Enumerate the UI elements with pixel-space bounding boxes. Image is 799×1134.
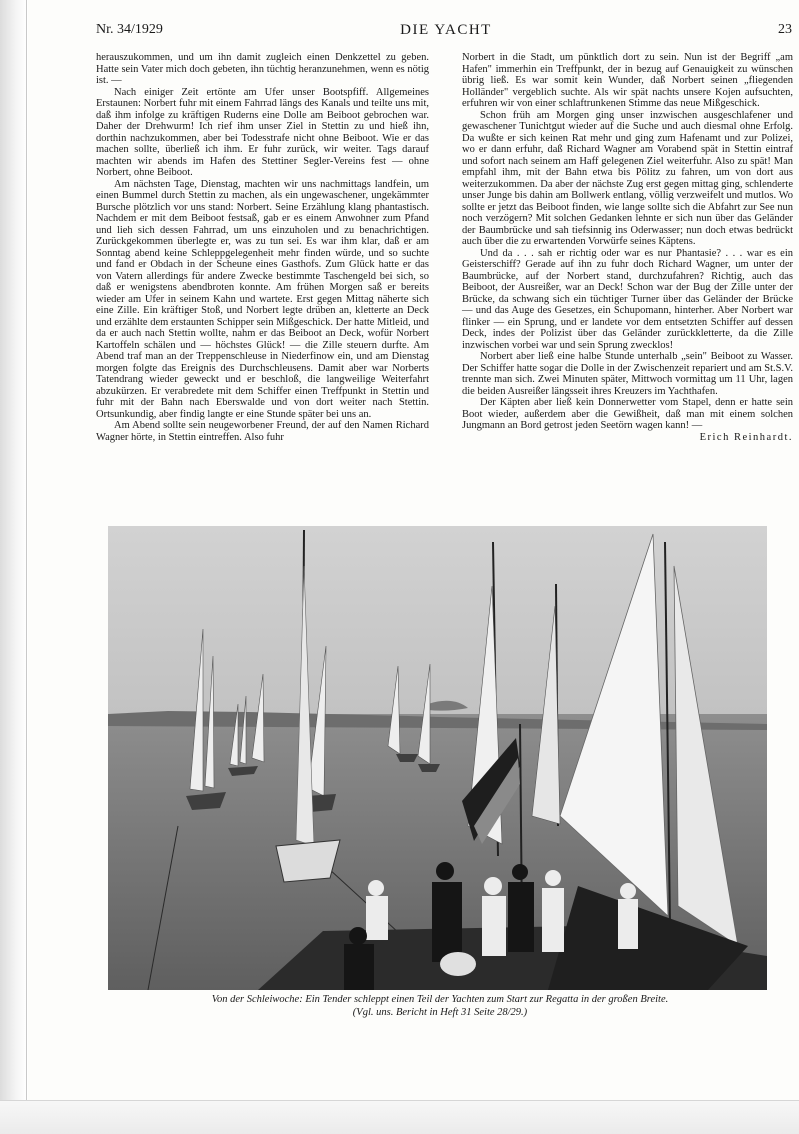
paragraph: Schon früh am Morgen ging unser inzwischen ausgeschlafener und gewaschener Tunichtgut wieder auf die Suche und auch diesmal ohne Erfolg. Da wußte er sich keinen Rat mehr und ging zum Hafenamt und zur Polizei, wo er dann erfuhr, daß Richard Wagner am Vorabend spät in Stettin eintraf und sofort nach seinem am Haff gelegenen Ziel weiterfuhr. Also zu spät! Man empfahl ihm, mit der Bahn etwa bis Pölitz zu fahren, um von dort aus weiterzukommen. Da aber der nächste Zug erst gegen mittag ging, schlenderte unser Junge bis dahin am Bollwerk entlang, völlig verzweifelt und mutlos. Wo sollte er jetzt das Beiboot finden, wie lange sollte sich die Abfahrt zur See nun noch verzögern? Mit solchen Gedanken lehnte er sich nun über das Geländer der Baumbrücke und sah tiefsinnig ins Oderwasser; nun doch etwas bedrückt auch über die zu erwartenden Vorwürfe seines Käptens. (462, 109, 793, 247)
paragraph: Norbert in die Stadt, um pünktlich dort zu sein. Nun ist der Begriff „am Hafen" immerhin ein Treffpunkt, der in bezug auf Genauigkeit zu wünschen übrig ließ. Es war somit kein Wunder, daß Norbert seinen „fliegenden Holländer" vergeblich suchte. Als wir spät nachts unsere Kojen aufsuchten, erfuhren wir von einer schlaftrunkenen Stimme das neue Mißgeschick. (462, 52, 793, 109)
page-header (96, 22, 796, 42)
paragraph: Norbert aber ließ eine halbe Stunde unterhalb „sein" Beiboot zu Wasser. Der Schiffer hatte sogar die Dolle in der Zwischenzeit repariert und am St.S.V. trennte man sich. Zwei Minuten später, Mittwoch vormittag um 11 Uhr, lagen die beiden Ausreißer längsseit ihres Kreuzers im Yachthafen. (462, 351, 793, 397)
article-column-right (462, 52, 793, 443)
caption-line: Von der Schleiwoche: Ein Tender schleppt einen Teil der Yachten zum Start zur Regatta in der großen Breite. (211, 994, 669, 1005)
binding-edge (0, 0, 27, 1133)
article-column-left (96, 52, 429, 443)
regatta-photo (108, 526, 767, 990)
paragraph: Nach einiger Zeit ertönte am Ufer unser Bootspfiff. Allgemeines Erstaunen: Norbert fuhr mit einem Fahrrad längs des Kanals und teilte uns mit, daß ihm infolge zu kräftigen Ruderns eine Dolle am Beiboot gebrochen war. Daher der Drehwurm! Ich rief ihm unser Ziel in Stettin zu und hieß ihn, dorthin nachzukommen, aber bei Todesstrafe nicht ohne Beiboot. Wie er das machen sollte, überließ ich ihm. Er fuhr zurück, wir weiter. Tags darauf machten wir abends im Hafen des Stettiner Segler-Vereins fest — ohne Norbert, ohne Beiboot. (96, 86, 429, 178)
scan-bottom-edge (0, 1100, 799, 1134)
paragraph: Der Käpten aber ließ kein Donnerwetter vom Stapel, denn er hatte sein Boot wieder, außerdem aber die Gewißheit, daß man mit einem solchen Jungmann an Bord getrost jeden Seetörn wagen kann! — (462, 397, 793, 431)
paragraph: Und da . . . sah er richtig oder war es nur Phantasie? . . . war es ein Geisterschiff? Gerade auf ihn zu fuhr doch Richard Wagner, um unter der Baumbrücke, auf der Norbert stand, durchzufahren? Richtig, auch das Beiboot, der Ausreißer, war an Deck! Schon war der Bug der Zille unter der Brücke, da schwang sich ein tüchtiger Turner über das Geländer der Brücke — und das Auge des Gesetzes, ein Schupomann, hinterher. Aber Norbert war flinker — ein Sprung, und er landete vor dem entsetzten Schiffer auf dessen Deck, indes der Polizist über das Geländer zurückkletterte, da die Zille inzwischen vorbei war und sein Sprung zwecklos! (462, 247, 793, 351)
paragraph: Am nächsten Tage, Dienstag, machten wir uns nachmittags landfein, um einen Bummel durch Stettin zu machen, als ein ungewaschener, ungekämmter Bursche plötzlich vor uns stand: Norbert. Seine Erzählung klang phantastisch. Nachdem er mit dem Beiboot festsaß, gab er es einem Anwohner zum Pfand und lieh sich dessen Fahrrad, um uns einzuholen und zu benachrichtigen. Zurückgekommen überlegte er, was zu tun sei. Es war ihm klar, daß er am Sonntag abend keine Schleppgelegenheit mehr finden würde, und so suchte und fand er Obdach in der Scheune eines Gasthofs. Zum Glück hatte er das von Vatern allerdings für andere Zwecke bestimmte Taschengeld bei sich, so daß er wenigstens abendbroten konnte. Am frühen Morgen saß er bereits wieder am Ufer in seinem Kahn und wartete. Erst gegen Mittag näherte sich eine Zille. Ein kräftiger Stoß, und Norbert legte drüben an, kletterte an Deck und erzählte dem erstaunten Schipper sein Mißgeschick. Der hatte Mitleid, und da er auch nach Stettin wollte, nahm er das Beiboot an Deck, wofür Norbert Kartoffeln schälen und — höchstes Glück! — die Zille steuern durfte. Am Abend traf man an der Treppenschleuse in Niederfinow ein, und am Dienstag morgen folgte das Ereignis des Durchschleusens. Damit aber war Norberts Tatendrang wieder geweckt und er beschloß, die langweilige Weiterfahrt abzukürzen. Er verabredete mit dem Schiffer einen Treffpunkt in Stettin und fuhr mit der Bahn nach Eberswalde und von dort weiter nach Stettin. Ortsunkundig, aber findig langte er eine Stunde später bei uns an. (96, 178, 429, 420)
regatta-photo-illustration (108, 526, 767, 990)
issue-number: Nr. 34/1929 (96, 22, 163, 37)
paragraph: herauszukommen, und um ihn damit zugleich einen Denkzettel zu geben. Hatte sein Vater mich doch gebeten, ihn tüchtig heranzunehmen, wenn es nötig ist. — (96, 52, 429, 86)
caption-reference: (Vgl. uns. Bericht in Heft 31 Seite 28/29.) (352, 1006, 528, 1018)
page-number: 23 (778, 22, 792, 37)
magazine-title: DIE YACHT (400, 22, 492, 38)
photo-caption (100, 994, 780, 1019)
paragraph: Am Abend sollte sein neugeworbener Freund, der auf den Namen Richard Wagner hörte, in Stettin eintreffen. Also fuhr (96, 420, 429, 443)
author-signature: Erich Reinhardt. (699, 431, 793, 443)
